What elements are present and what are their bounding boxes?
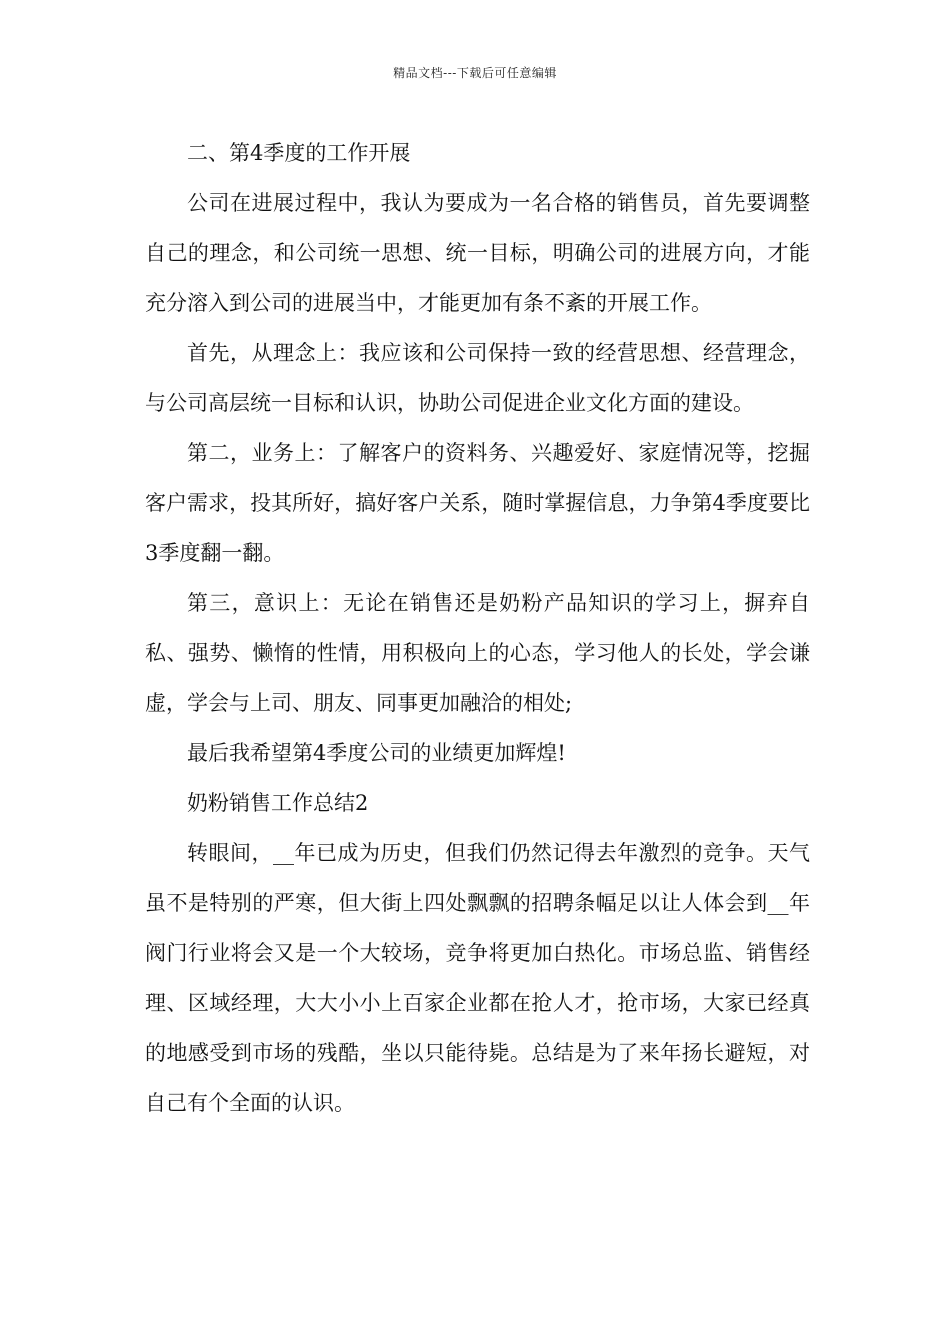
- document-body: [145, 128, 810, 1128]
- paragraph: 第二，业务上：了解客户的资料务、兴趣爱好、家庭情况等，挖掘客户需求，投其所好，搞好客户关系，随时掌握信息，力争第4季度要比3季度翻一翻。: [145, 441, 810, 565]
- paragraph: 第三，意识上：无论在销售还是奶粉产品知识的学习上，摒弃自私、强势、懒惰的性情，用积极向上的心态，学习他人的长处，学会谦虚，学会与上司、朋友、同事更加融洽的相处;: [145, 591, 810, 715]
- paragraph: 首先，从理念上：我应该和公司保持一致的经营思想、经营理念，与公司高层统一目标和认识，协助公司促进企业文化方面的建设。: [145, 341, 810, 415]
- paragraph: 最后我希望第4季度公司的业绩更加辉煌!: [187, 741, 566, 765]
- paragraph: 公司在进展过程中，我认为要成为一名合格的销售员，首先要调整自己的理念，和公司统一思想、统一目标，明确公司的进展方向，才能充分溶入到公司的进展当中，才能更加有条不紊的开展工作。: [145, 191, 810, 315]
- paragraph: 转眼间，__年已成为历史，但我们仍然记得去年激烈的竞争。天气虽不是特别的严寒，但大街上四处飘飘的招聘条幅足以让人体会到__年阀门行业将会又是一个大较场，竞争将更加白热化。市场总监、销售经理、区域经理，大大小小上百家企业都在抢人才，抢市场，大家已经真的地感受到市场的残酷，坐以只能待毙。总结是为了来年扬长避短，对自己有个全面的认识。: [145, 841, 810, 1115]
- section-heading: 奶粉销售工作总结2: [187, 791, 369, 815]
- page-header: 精品文档---下载后可任意编辑: [393, 66, 557, 80]
- section-heading: 二、第4季度的工作开展: [187, 141, 411, 165]
